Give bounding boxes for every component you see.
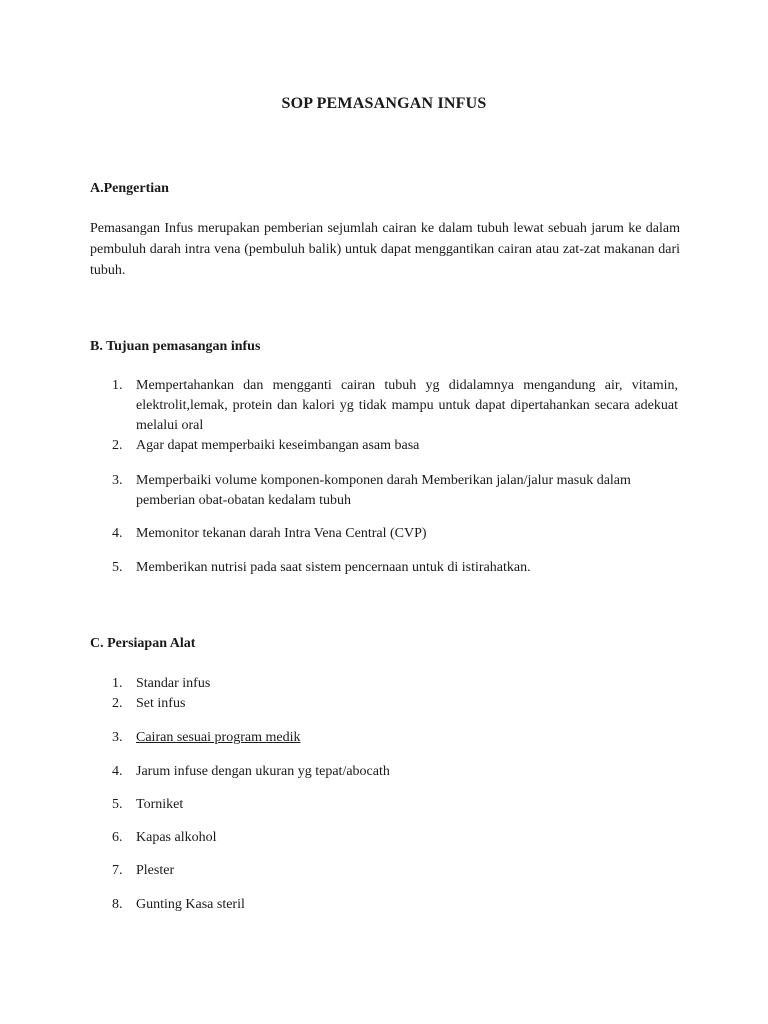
list-item [112, 376, 678, 436]
list-number: 5. [112, 560, 123, 575]
list-number: 1. [112, 676, 123, 691]
section-c-heading: C. Persiapan Alat [90, 636, 196, 651]
list-number: 2. [112, 438, 123, 453]
list-item [112, 674, 678, 694]
list-text: Memberikan nutrisi pada saat sistem pencernaan untuk di istirahatkan. [136, 560, 531, 575]
list-number: 7. [112, 863, 123, 878]
section-a-paragraph: Pemasangan Infus merupakan pemberian sejumlah cairan ke dalam tubuh lewat sebuah jarum ke dalam pembuluh darah intra vena (pembuluh balik) untuk dapat menggantikan cairan atau zat-zat makanan dari tubuh. [90, 221, 680, 278]
list-text: Memperbaiki volume komponen-komponen darah Memberikan jalan/jalur masuk dalam pemberian obat-obatan kedalam tubuh [136, 473, 631, 508]
list-number: 5. [112, 797, 123, 812]
list-text: Plester [136, 863, 175, 878]
list-number: 3. [112, 473, 123, 488]
list-text: Standar infus [136, 676, 211, 691]
list-item [112, 471, 678, 511]
section-b-heading: B. Tujuan pemasangan infus [90, 339, 261, 354]
list-number: 6. [112, 830, 123, 845]
list-text: Memonitor tekanan darah Intra Vena Central (CVP) [136, 526, 427, 541]
list-text: Torniket [136, 797, 184, 812]
list-text: Mempertahankan dan mengganti cairan tubuh yg didalamnya mengandung air, vitamin, elektrolit,lemak, protein dan kalori yg tidak mampu untuk dapat dipertahankan secara adekuat melalui oral [136, 378, 678, 433]
list-item [112, 558, 678, 578]
section-a-heading: A.Pengertian [90, 181, 169, 196]
list-number: 8. [112, 897, 123, 912]
list-item [112, 728, 678, 748]
list-number: 2. [112, 696, 123, 711]
list-item [112, 828, 678, 848]
list-text: Set infus [136, 696, 186, 711]
list-item [112, 895, 678, 915]
list-item [112, 694, 678, 714]
list-text: Cairan sesuai program medik [136, 730, 301, 745]
list-text: Gunting Kasa steril [136, 897, 245, 912]
list-number: 1. [112, 378, 123, 393]
list-item [112, 795, 678, 815]
list-number: 4. [112, 526, 123, 541]
list-item [112, 861, 678, 881]
list-item [112, 762, 678, 782]
document-title: SOP PEMASANGAN INFUS [281, 95, 487, 112]
list-number: 3. [112, 730, 123, 745]
list-text: Kapas alkohol [136, 830, 217, 845]
list-item [112, 524, 678, 544]
list-text: Agar dapat memperbaiki keseimbangan asam basa [136, 438, 420, 453]
list-number: 4. [112, 764, 123, 779]
list-item [112, 436, 678, 456]
list-text: Jarum infuse dengan ukuran yg tepat/abocath [136, 764, 390, 779]
